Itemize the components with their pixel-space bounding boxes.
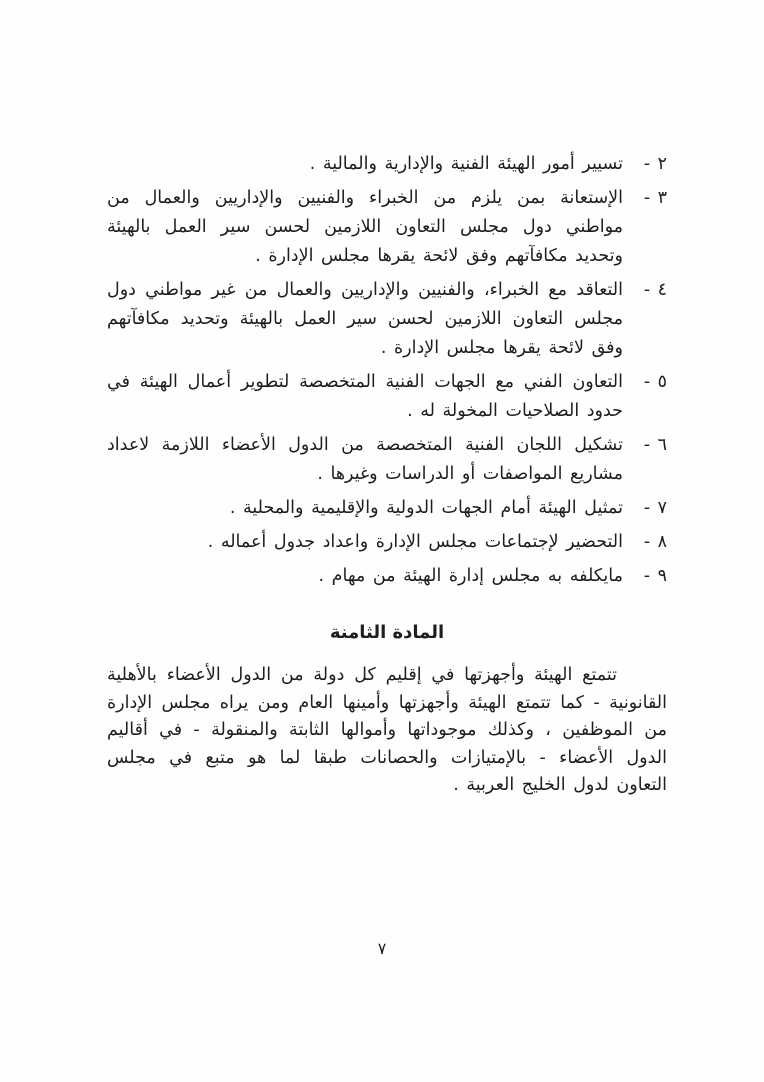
item-number: ٧ - (643, 498, 667, 518)
item-text: مايكلفه به مجلس إدارة الهيئة من مهام . (318, 566, 623, 586)
section-heading: المادة الثامنة (329, 622, 445, 643)
numbered-list (107, 150, 667, 591)
item-number: ٤ - (643, 280, 667, 300)
item-text: التعاون الفني مع الجهات الفنية المتخصصة لتطوير أعمال الهيئة في حدود الصلاحيات المخولة له . (107, 372, 623, 421)
item-number: ٩ - (643, 566, 667, 586)
list-item (107, 562, 667, 591)
list-item (107, 368, 667, 426)
list-item (107, 431, 667, 489)
article-paragraph: تتمتع الهيئة وأجهزتها في إقليم كل دولة من الدول الأعضاء بالأهلية القانونية - كما تتمتع الهيئة وأجهزتها وأمينها العام ومن يراه مجلس الإدارة من الموظفين ، وكذلك موجوداتها وأموالها الثابتة والمنقولة - في أقاليم الدول الأعضاء - بالإمتيازات والحصانات طبقا لما هو متبع في مجلس التعاون لدول الخليج العربية . (107, 665, 667, 795)
item-number: ٨ - (643, 532, 667, 552)
list-item (107, 184, 667, 271)
list-item (107, 528, 667, 557)
list-item (107, 150, 667, 179)
list-item (107, 276, 667, 363)
document-content (107, 150, 667, 817)
item-number: ٢ - (643, 154, 667, 174)
item-number: ٣ - (643, 188, 667, 208)
item-text: التعاقد مع الخبراء، والفنيين والإداريين والعمال من غير مواطني دول مجلس التعاون اللازمين لحسن سير العمل بالهيئة وتحديد مكافآتهم وفق لائحة يقرها مجلس الإدارة . (107, 280, 623, 358)
item-text: التحضير لإجتماعات مجلس الإدارة واعداد جدول أعماله . (207, 532, 623, 552)
page-number: ٧ (377, 939, 387, 958)
item-number: ٥ - (643, 372, 667, 392)
item-text: تسيير أمور الهيئة الفنية والإدارية والمالية . (309, 154, 623, 174)
item-text: الإستعانة بمن يلزم من الخبراء والفنيين والإداريين والعمال من مواطني دول مجلس التعاون اللازمين لحسن سير العمل بالهيئة وتحديد مكافآتهم وفق لائحة يقرها مجلس الإدارة . (107, 188, 623, 266)
list-item (107, 494, 667, 523)
item-number: ٦ - (643, 435, 667, 455)
item-text: تمثيل الهيئة أمام الجهات الدولية والإقليمية والمحلية . (229, 498, 623, 518)
item-text: تشكيل اللجان الفنية المتخصصة من الدول الأعضاء اللازمة لاعداد مشاريع المواصفات أو الدراسات وغيرها . (107, 435, 623, 484)
